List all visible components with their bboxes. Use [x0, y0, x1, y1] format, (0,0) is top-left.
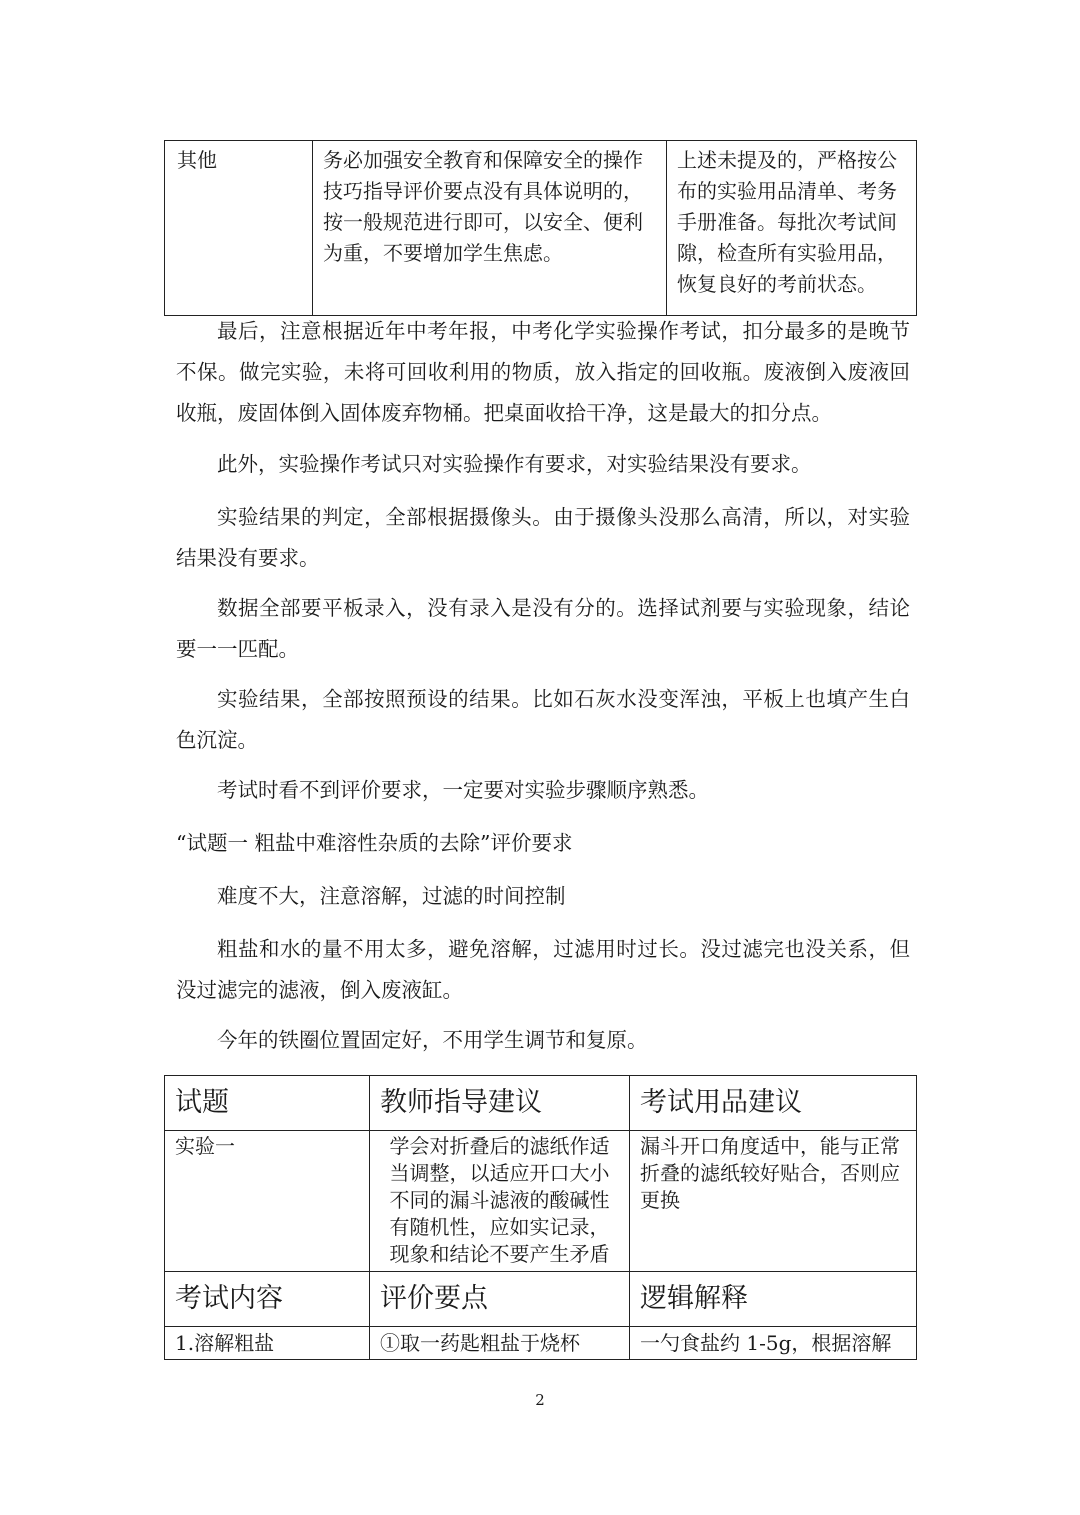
table-cell: 学会对折叠后的滤纸作适当调整，以适应开口大小不同的漏斗滤液的酸碱性有随机性，应如实记录，现象和结论不要产生矛盾	[370, 1131, 630, 1272]
table-header-row	[165, 1272, 917, 1327]
table-header-cell: 考试用品建议	[630, 1076, 917, 1131]
table-cell: 漏斗开口角度适中，能与正常折叠的滤纸较好贴合，否则应更换	[630, 1131, 917, 1272]
paragraph: 今年的铁圈位置固定好，不用学生调节和复原。	[217, 1028, 648, 1052]
page-number: 2	[535, 1391, 545, 1409]
table-cell: 上述未提及的，严格按公布的实验用品清单、考务手册准备。每批次考试间隙，检查所有实验用品，恢复良好的考前状态。	[667, 141, 917, 316]
table-row	[165, 1131, 917, 1272]
table-header-cell: 逻辑解释	[630, 1272, 917, 1327]
table-cell: 实验一	[165, 1131, 370, 1272]
paragraph: 最后，注意根据近年中考年报，中考化学实验操作考试，扣分最多的是晚节不保。做完实验，未将可回收利用的物质，放入指定的回收瓶。废液倒入废液回收瓶，废固体倒入固体废弃物桶。把桌面收拾干净，这是最大的扣分点。	[176, 319, 910, 425]
paragraph: 数据全部要平板录入，没有录入是没有分的。选择试剂要与实验现象，结论要一一匹配。	[176, 596, 910, 661]
paragraph: 难度不大，注意溶解，过滤的时间控制	[217, 884, 566, 908]
table-cell: ①取一药匙粗盐于烧杯	[370, 1327, 630, 1360]
table-header-cell: 试题	[165, 1076, 370, 1131]
table-cell: 务必加强安全教育和保障安全的操作技巧指导评价要点没有具体说明的，按一般规范进行即可，以安全、便利为重，不要增加学生焦虑。	[313, 141, 667, 316]
paragraph: 粗盐和水的量不用太多，避免溶解，过滤用时过长。没过滤完也没关系，但没过滤完的滤液，倒入废液缸。	[176, 937, 910, 1002]
paragraph: 考试时看不到评价要求，一定要对实验步骤顺序熟悉。	[217, 778, 709, 802]
table-header-row	[165, 1076, 917, 1131]
table-bottom	[164, 1075, 917, 1360]
table-cell: 1.溶解粗盐	[165, 1327, 370, 1360]
paragraph: 此外，实验操作考试只对实验操作有要求，对实验结果没有要求。	[217, 452, 812, 476]
table-header-cell: 考试内容	[165, 1272, 370, 1327]
paragraph: 实验结果，全部按照预设的结果。比如石灰水没变浑浊，平板上也填产生白色沉淀。	[176, 687, 910, 752]
table-row	[165, 141, 917, 316]
table-row	[165, 1327, 917, 1360]
paragraph: 实验结果的判定，全部根据摄像头。由于摄像头没那么高清，所以，对实验结果没有要求。	[176, 505, 910, 570]
section-heading: “试题一 粗盐中难溶性杂质的去除”评价要求	[176, 831, 573, 855]
table-header-cell: 教师指导建议	[370, 1076, 630, 1131]
table-top	[164, 140, 917, 316]
table-cell: 一勺食盐约 1-5g，根据溶解	[630, 1327, 917, 1360]
table-header-cell: 评价要点	[370, 1272, 630, 1327]
table-cell: 其他	[165, 141, 313, 316]
